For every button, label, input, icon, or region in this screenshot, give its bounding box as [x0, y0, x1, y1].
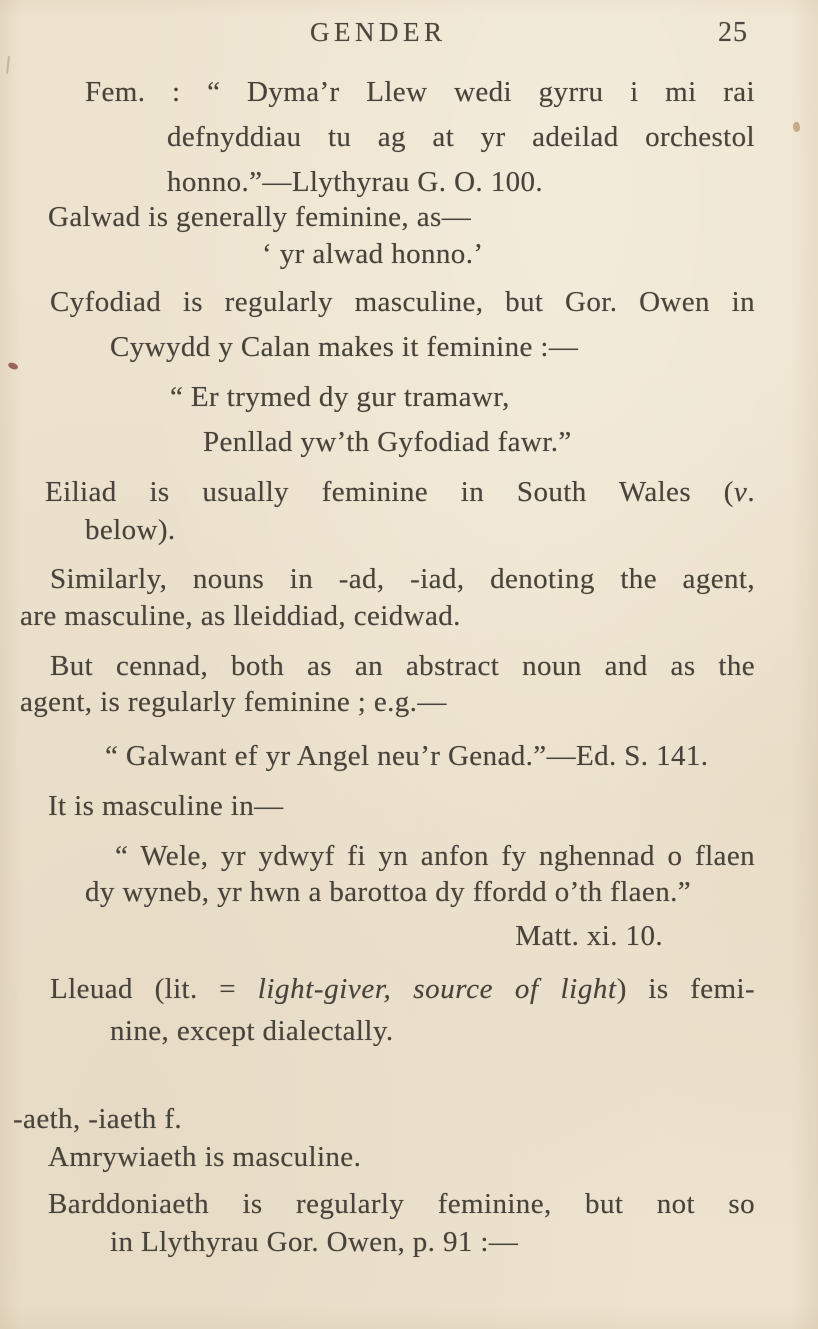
text-segment: Matt. xi. 10.	[515, 920, 663, 952]
text-segment: Eiliad is usually feminine in South Wales (	[45, 476, 734, 508]
text-line	[50, 285, 755, 320]
text-line	[13, 1102, 182, 1137]
text-line	[115, 839, 755, 874]
text-line	[400, 919, 663, 954]
page-number: 25	[718, 17, 748, 48]
text-line	[167, 165, 543, 200]
text-line	[20, 599, 461, 634]
text-line	[50, 972, 755, 1007]
text-line	[50, 562, 755, 597]
text-segment: But cennad, both as an abstract noun and as the	[50, 650, 755, 682]
text-line	[85, 875, 691, 910]
text-segment: dy wyneb, yr hwn a barottoa dy ffordd o’th flaen.”	[85, 876, 692, 908]
text-line	[110, 1225, 518, 1260]
text-segment: “ Galwant ef yr Angel neu’r Genad.”—Ed. S. 141.	[105, 740, 709, 772]
text-segment: Galwad is generally feminine, as—	[48, 201, 472, 233]
text-segment: Cyfodiad is regularly masculine, but Gor. Owen in	[50, 286, 755, 318]
text-line	[48, 1187, 755, 1222]
text-segment: Similarly, nouns in -ad, -iad, denoting the agent,	[50, 563, 755, 595]
text-segment: “ Wele, yr ydwyf fi yn anfon fy nghennad o flaen	[115, 840, 755, 872]
text-segment: below).	[85, 514, 176, 546]
text-segment: nine, except dialectally.	[110, 1015, 394, 1047]
text-line	[45, 475, 755, 510]
text-line	[85, 513, 176, 548]
text-segment: Lleuad (lit. =	[50, 973, 258, 1005]
text-segment: honno.”—Llythyrau G. O. 100.	[167, 166, 544, 198]
text-line	[167, 120, 755, 155]
text-line	[203, 425, 572, 460]
text-segment: agent, is regularly feminine ; e.g.—	[20, 686, 447, 718]
text-segment: It is masculine in—	[48, 790, 284, 822]
text-segment: are masculine, as lleiddiad, ceidwad.	[20, 600, 461, 632]
text-line	[262, 237, 483, 272]
text-segment: defnyddiau tu ag at yr adeilad orchestol	[167, 121, 755, 153]
text-segment: Barddoniaeth is regularly feminine, but not so	[48, 1188, 755, 1220]
text-segment: in Llythyrau Gor. Owen, p. 91 :—	[110, 1226, 519, 1258]
paper-speck-brown	[792, 121, 801, 132]
paper-speck-red	[7, 361, 19, 371]
text-segment: Penllad yw’th Gyfodiad fawr.”	[203, 426, 572, 458]
text-line	[48, 1140, 361, 1175]
text-segment: Amrywiaeth is masculine.	[48, 1141, 362, 1173]
italic-text-segment: light-giver, source of light	[257, 973, 617, 1005]
text-line	[20, 685, 447, 720]
text-line	[85, 75, 755, 110]
italic-text-segment: v	[733, 476, 748, 508]
text-line	[170, 380, 510, 415]
text-line	[110, 330, 578, 365]
text-segment: -aeth, -iaeth f.	[13, 1103, 183, 1135]
text-segment: ‘ yr alwad honno.’	[262, 238, 484, 270]
text-line	[105, 739, 708, 774]
text-segment: “ Er trymed dy gur tramawr,	[170, 381, 510, 413]
scan-artifact-mark	[6, 56, 10, 74]
text-segment: ) is femi-	[616, 973, 756, 1005]
text-segment: Fem. : “ Dyma’r Llew wedi gyrru i mi rai	[85, 76, 755, 108]
text-line	[48, 200, 471, 235]
text-line	[50, 649, 755, 684]
text-line	[48, 789, 284, 824]
text-line	[110, 1014, 394, 1049]
text-segment: Cywydd y Calan makes it feminine :—	[110, 331, 579, 363]
running-head-title: GENDER	[310, 17, 447, 47]
text-segment: .	[747, 476, 755, 508]
